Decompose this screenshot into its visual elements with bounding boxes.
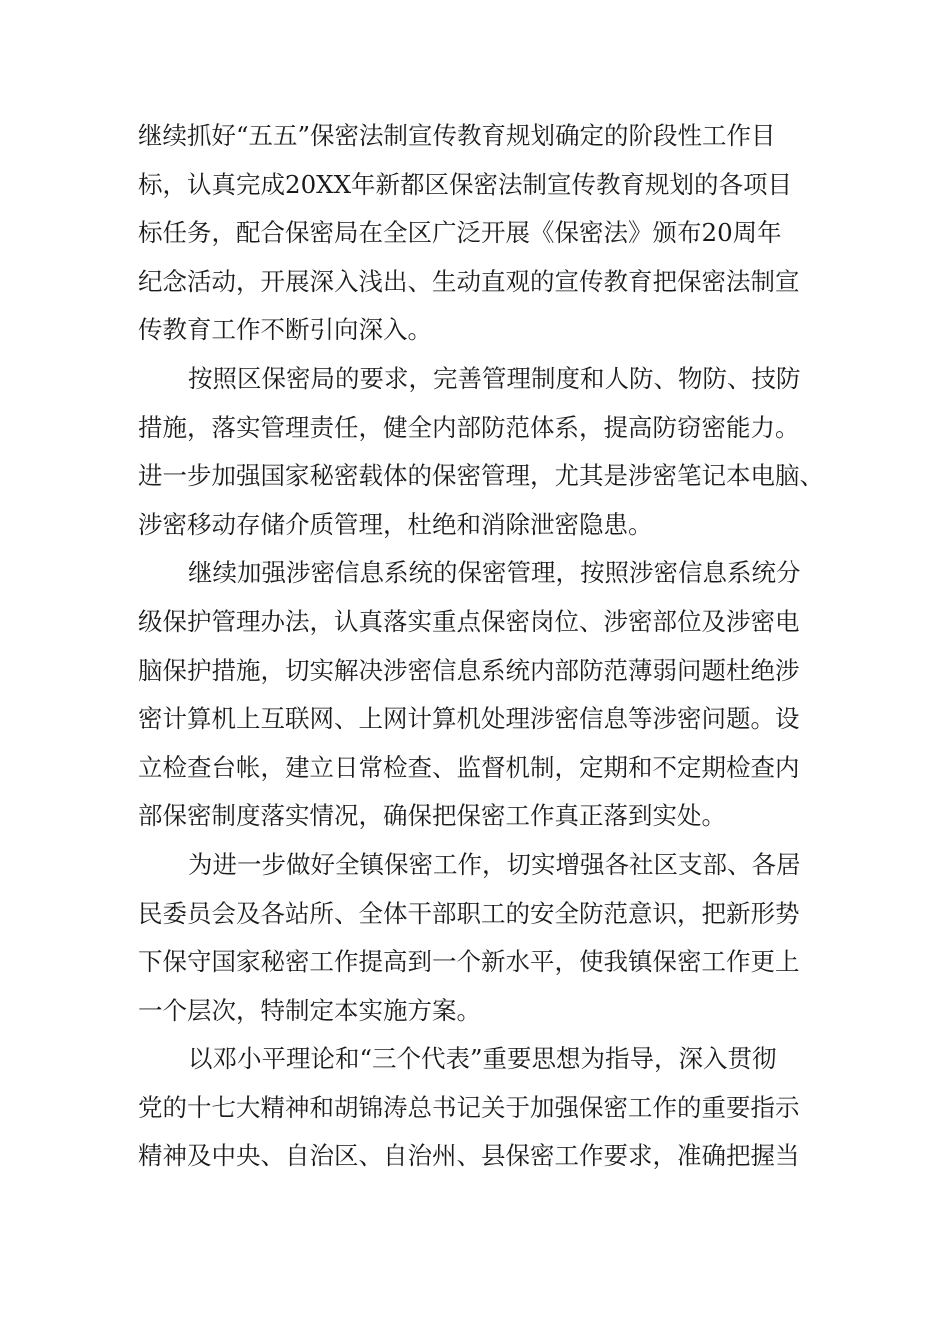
text-line: 下保守国家秘密工作提高到一个新水平，使我镇保密工作更上 [138, 947, 800, 977]
paragraph-4 [138, 841, 838, 1035]
text-line: 一个层次，特制定本实施方案。 [138, 995, 481, 1025]
text-line: 标，认真完成20XX年新都区保密法制宣传教育规划的各项目 [138, 169, 793, 199]
text-line: 以邓小平理论和“三个代表”重要思想为指导，深入贯彻 [188, 1044, 777, 1074]
text-line: 进一步加强国家秘密载体的保密管理，尤其是涉密笔记本电脑、 [138, 461, 824, 491]
text-line: 民委员会及各站所、全体干部职工的安全防范意识，把新形势 [138, 898, 800, 928]
text-line: 按照区保密局的要求，完善管理制度和人防、物防、技防 [188, 363, 801, 393]
text-line: 为进一步做好全镇保密工作，切实增强各社区支部、各居 [188, 849, 801, 879]
text-line: 继续加强涉密信息系统的保密管理，按照涉密信息系统分 [188, 558, 801, 588]
text-line: 部保密制度落实情况，确保把保密工作真正落到实处。 [138, 801, 726, 831]
paragraph-1 [138, 112, 838, 355]
text-line: 级保护管理办法，认真落实重点保密岗位、涉密部位及涉密电 [138, 606, 800, 636]
paragraph-2 [138, 355, 838, 549]
text-line: 脑保护措施，切实解决涉密信息系统内部防范薄弱问题杜绝涉 [138, 655, 800, 685]
text-line: 继续抓好“五五”保密法制宣传教育规划确定的阶段性工作目 [138, 121, 776, 150]
text-line: 传教育工作不断引向深入。 [138, 315, 432, 345]
text-line: 措施，落实管理责任，健全内部防范体系，提高防窃密能力。 [138, 412, 800, 442]
document-body [138, 112, 838, 1181]
text-line: 涉密移动存储介质管理，杜绝和消除泄密隐患。 [138, 509, 653, 539]
text-line: 纪念活动，开展深入浅出、生动直观的宣传教育把保密法制宣 [138, 266, 800, 296]
text-line: 标任务，配合保密局在全区广泛开展《保密法》颁布20周年 [138, 218, 782, 248]
paragraph-5 [138, 1035, 838, 1181]
text-line: 密计算机上互联网、上网计算机处理涉密信息等涉密问题。设 [138, 704, 800, 734]
text-line: 立检查台帐，建立日常检查、监督机制，定期和不定期检查内 [138, 752, 800, 782]
text-line: 精神及中央、自治区、自治州、县保密工作要求，准确把握当 [138, 1141, 800, 1171]
text-line: 党的十七大精神和胡锦涛总书记关于加强保密工作的重要指示 [138, 1092, 800, 1122]
paragraph-3 [138, 549, 838, 841]
